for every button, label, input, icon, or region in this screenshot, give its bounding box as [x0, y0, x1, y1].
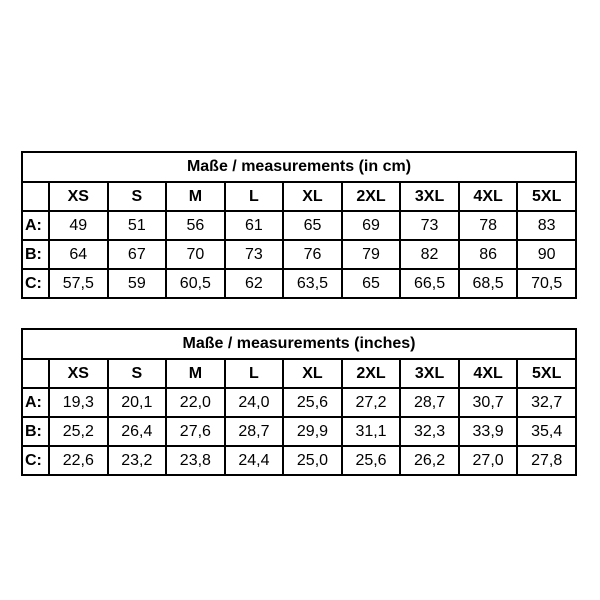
value-cell: 22,0	[166, 388, 225, 417]
size-header: XS	[49, 359, 108, 388]
value-cell: 27,0	[459, 446, 518, 475]
value-cell: 22,6	[49, 446, 108, 475]
value-cell: 86	[459, 240, 518, 269]
row-label: B:	[22, 417, 49, 446]
measurement-row	[22, 417, 576, 446]
measurement-row	[22, 388, 576, 417]
size-table-inches	[21, 328, 577, 476]
size-header: L	[225, 359, 284, 388]
size-header: XL	[283, 182, 342, 211]
measurement-row	[22, 446, 576, 475]
row-label: A:	[22, 388, 49, 417]
value-cell: 73	[225, 240, 284, 269]
value-cell: 30,7	[459, 388, 518, 417]
value-cell: 78	[459, 211, 518, 240]
value-cell: 23,2	[108, 446, 167, 475]
row-label: A:	[22, 211, 49, 240]
size-header: 5XL	[517, 359, 576, 388]
value-cell: 32,3	[400, 417, 459, 446]
value-cell: 79	[342, 240, 401, 269]
value-cell: 29,9	[283, 417, 342, 446]
measurement-row	[22, 269, 576, 298]
value-cell: 70,5	[517, 269, 576, 298]
size-header-row	[22, 182, 576, 211]
size-header: 2XL	[342, 359, 401, 388]
value-cell: 68,5	[459, 269, 518, 298]
size-header: S	[108, 359, 167, 388]
size-header: L	[225, 182, 284, 211]
value-cell: 76	[283, 240, 342, 269]
size-header: 4XL	[459, 182, 518, 211]
value-cell: 57,5	[49, 269, 108, 298]
row-label: B:	[22, 240, 49, 269]
value-cell: 67	[108, 240, 167, 269]
size-header: M	[166, 359, 225, 388]
measurement-row	[22, 240, 576, 269]
size-table-cm	[21, 151, 577, 299]
size-header: 4XL	[459, 359, 518, 388]
value-cell: 32,7	[517, 388, 576, 417]
value-cell: 27,6	[166, 417, 225, 446]
row-label: C:	[22, 446, 49, 475]
value-cell: 28,7	[400, 388, 459, 417]
value-cell: 64	[49, 240, 108, 269]
value-cell: 63,5	[283, 269, 342, 298]
value-cell: 90	[517, 240, 576, 269]
value-cell: 65	[342, 269, 401, 298]
measurement-row	[22, 211, 576, 240]
table-title: Maße / measurements (in cm)	[22, 152, 576, 182]
value-cell: 25,0	[283, 446, 342, 475]
value-cell: 82	[400, 240, 459, 269]
value-cell: 26,2	[400, 446, 459, 475]
value-cell: 33,9	[459, 417, 518, 446]
value-cell: 27,8	[517, 446, 576, 475]
value-cell: 23,8	[166, 446, 225, 475]
value-cell: 26,4	[108, 417, 167, 446]
value-cell: 24,4	[225, 446, 284, 475]
value-cell: 51	[108, 211, 167, 240]
size-header-row	[22, 359, 576, 388]
corner-cell	[22, 182, 49, 211]
value-cell: 25,6	[342, 446, 401, 475]
value-cell: 31,1	[342, 417, 401, 446]
table-title: Maße / measurements (inches)	[22, 329, 576, 359]
row-label: C:	[22, 269, 49, 298]
size-header: XS	[49, 182, 108, 211]
value-cell: 56	[166, 211, 225, 240]
value-cell: 70	[166, 240, 225, 269]
value-cell: 61	[225, 211, 284, 240]
size-header: S	[108, 182, 167, 211]
value-cell: 25,6	[283, 388, 342, 417]
corner-cell	[22, 359, 49, 388]
value-cell: 20,1	[108, 388, 167, 417]
value-cell: 59	[108, 269, 167, 298]
value-cell: 19,3	[49, 388, 108, 417]
value-cell: 66,5	[400, 269, 459, 298]
value-cell: 62	[225, 269, 284, 298]
value-cell: 69	[342, 211, 401, 240]
size-header: M	[166, 182, 225, 211]
value-cell: 24,0	[225, 388, 284, 417]
size-header: 3XL	[400, 359, 459, 388]
value-cell: 35,4	[517, 417, 576, 446]
size-header: 5XL	[517, 182, 576, 211]
value-cell: 49	[49, 211, 108, 240]
value-cell: 25,2	[49, 417, 108, 446]
size-header: 2XL	[342, 182, 401, 211]
value-cell: 83	[517, 211, 576, 240]
value-cell: 60,5	[166, 269, 225, 298]
value-cell: 65	[283, 211, 342, 240]
size-header: 3XL	[400, 182, 459, 211]
size-header: XL	[283, 359, 342, 388]
value-cell: 73	[400, 211, 459, 240]
value-cell: 28,7	[225, 417, 284, 446]
value-cell: 27,2	[342, 388, 401, 417]
